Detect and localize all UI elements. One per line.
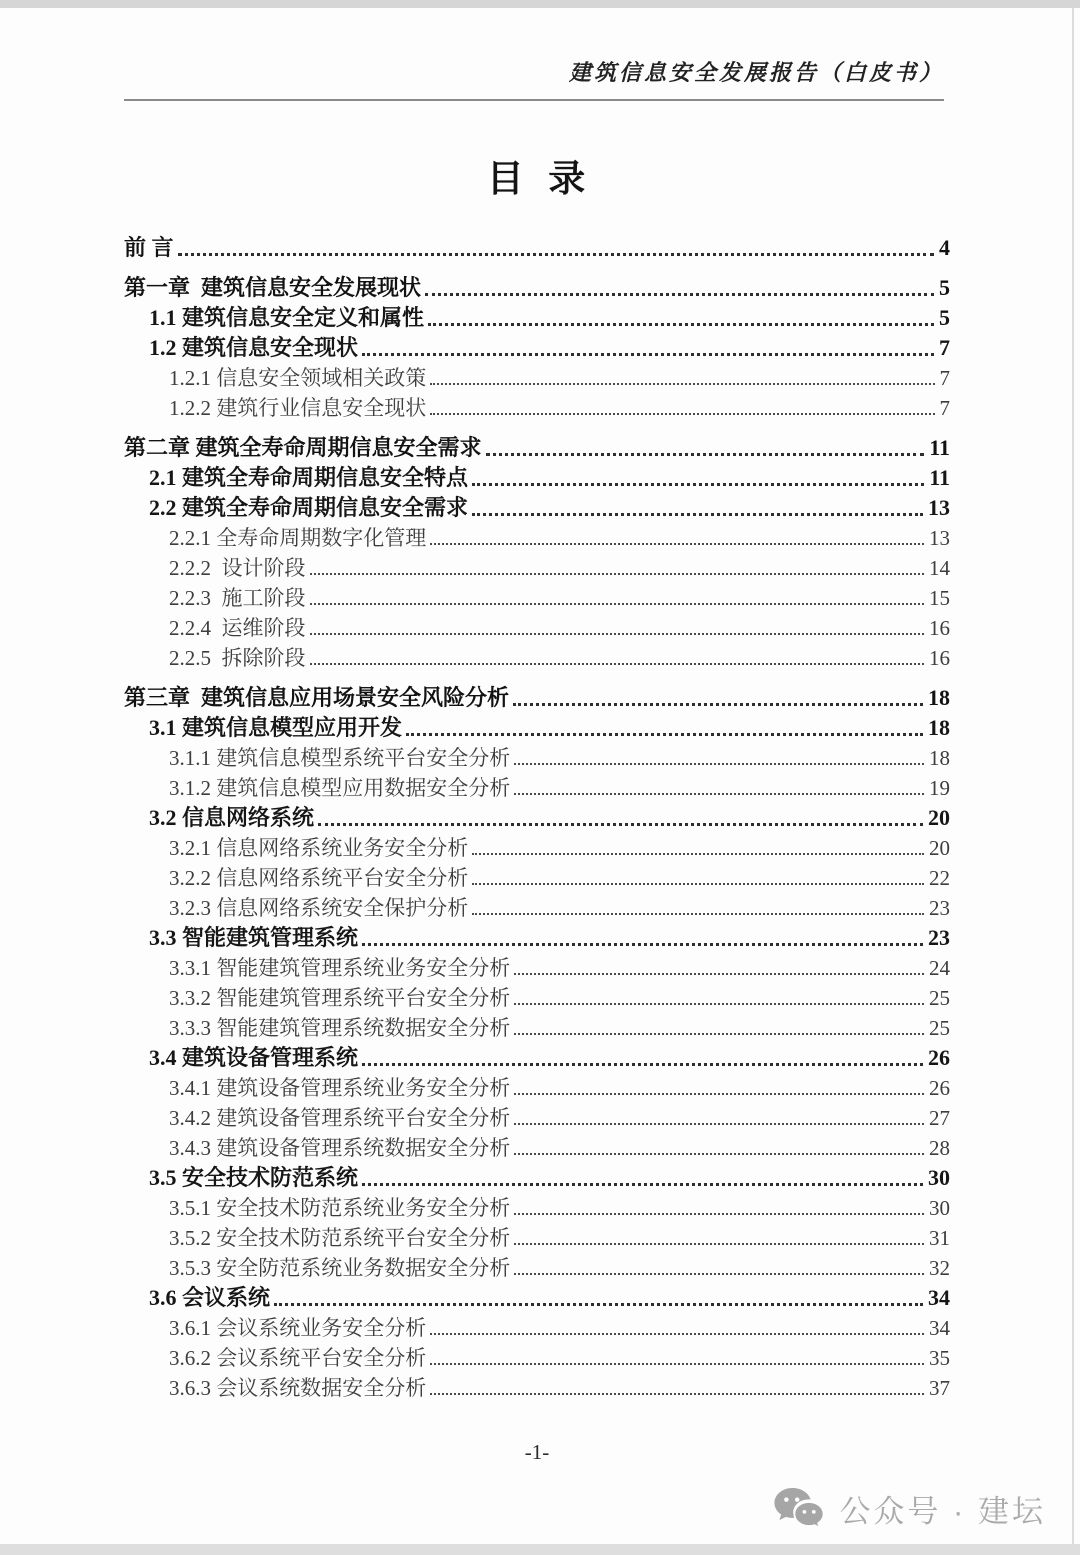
- dotted-leader: [514, 763, 924, 765]
- toc-entry-page: 31: [929, 1226, 950, 1250]
- toc-entry: [124, 983, 950, 1013]
- toc-entry: [124, 893, 950, 923]
- toc-entry-label: 3.4.1 建筑设备管理系统业务安全分析: [169, 1076, 511, 1100]
- toc-entry: [124, 1163, 950, 1193]
- dotted-leader: [406, 733, 923, 736]
- toc-entry-page: 7: [939, 335, 950, 360]
- toc-entry-label: 2.2.4 运维阶段: [169, 616, 306, 640]
- toc-entry-page: 30: [928, 1165, 950, 1190]
- toc-entry-page: 16: [929, 616, 950, 640]
- toc-entry-label: 3.4.2 建筑设备管理系统平台安全分析: [169, 1106, 511, 1130]
- dotted-leader: [428, 323, 934, 326]
- toc-entry: [124, 1313, 950, 1343]
- toc-entry-label: 3.6.3 会议系统数据安全分析: [169, 1376, 427, 1400]
- toc-entry-label: 3.6 会议系统: [149, 1285, 271, 1310]
- toc-entry: [124, 333, 950, 363]
- dotted-leader: [430, 413, 934, 415]
- toc-entry-label: 第一章 建筑信息安全发展现状: [124, 275, 422, 300]
- toc-entry-page: 25: [929, 986, 950, 1010]
- toc-entry: [124, 1253, 950, 1283]
- toc-entry-page: 27: [929, 1106, 950, 1130]
- dotted-leader: [362, 1063, 923, 1066]
- toc-entry-page: 25: [929, 1016, 950, 1040]
- toc-entry: [124, 923, 950, 953]
- toc-entry-page: 4: [939, 235, 950, 260]
- toc-entry-label: 1.2.1 信息安全领域相关政策: [169, 366, 427, 390]
- toc-entry-page: 20: [928, 805, 950, 830]
- toc-entry: [124, 493, 950, 523]
- dotted-leader: [514, 1093, 924, 1095]
- toc-entry: [124, 743, 950, 773]
- toc-entry: [124, 953, 950, 983]
- toc-entry-page: 5: [939, 275, 950, 300]
- running-header: 建筑信息安全发展报告（白皮书）: [568, 60, 944, 85]
- page-bottom-edge: [0, 1544, 1080, 1555]
- dotted-leader: [472, 513, 923, 516]
- page-title: 目 录: [486, 159, 588, 200]
- toc-entry: [124, 393, 950, 423]
- toc-entry-label: 第三章 建筑信息应用场景安全风险分析: [124, 685, 510, 710]
- toc-entry-page: 5: [939, 305, 950, 330]
- dotted-leader: [362, 1183, 923, 1186]
- dotted-leader: [514, 1243, 924, 1245]
- toc-entry-label: 2.1 建筑全寿命周期信息安全特点: [149, 465, 469, 490]
- page-top-edge: [0, 0, 1080, 8]
- toc-entry-label: 3.1.1 建筑信息模型系统平台安全分析: [169, 746, 511, 770]
- dotted-leader: [514, 793, 924, 795]
- toc-entry-page: 7: [939, 366, 950, 390]
- toc-entry-label: 3.1 建筑信息模型应用开发: [149, 715, 403, 740]
- toc-entry: [124, 1073, 950, 1103]
- toc-entry-page: 11: [929, 465, 950, 490]
- toc-entry-page: 18: [928, 715, 950, 740]
- toc-entry: [124, 1133, 950, 1163]
- toc-entry-label: 3.3.1 智能建筑管理系统业务安全分析: [169, 956, 511, 980]
- toc-list: [124, 233, 950, 1403]
- toc-entry: [124, 303, 950, 333]
- toc-entry: [124, 1193, 950, 1223]
- toc-entry-label: 3.4.3 建筑设备管理系统数据安全分析: [169, 1136, 511, 1160]
- dotted-leader: [472, 483, 924, 486]
- dotted-leader: [486, 453, 925, 456]
- toc-entry: [124, 273, 950, 303]
- toc-entry-label: 2.2.3 施工阶段: [169, 586, 306, 610]
- dotted-leader: [514, 1123, 924, 1125]
- toc-entry: [124, 833, 950, 863]
- toc-entry-label: 2.2 建筑全寿命周期信息安全需求: [149, 495, 469, 520]
- toc-entry-page: 35: [929, 1346, 950, 1370]
- dotted-leader: [274, 1303, 923, 1306]
- toc-entry-page: 7: [939, 396, 950, 420]
- dotted-leader: [310, 633, 925, 635]
- toc-entry-label: 3.1.2 建筑信息模型应用数据安全分析: [169, 776, 511, 800]
- toc-entry-page: 22: [929, 866, 950, 890]
- toc-entry-label: 3.5.3 安全防范系统业务数据安全分析: [169, 1256, 511, 1280]
- toc-entry-page: 28: [929, 1136, 950, 1160]
- toc-entry-label: 3.3 智能建筑管理系统: [149, 925, 359, 950]
- toc-entry-label: 2.2.2 设计阶段: [169, 556, 306, 580]
- dotted-leader: [430, 1363, 924, 1365]
- toc-entry: [124, 613, 950, 643]
- toc-entry: [124, 773, 950, 803]
- toc-entry: [124, 863, 950, 893]
- header-rule: [124, 99, 944, 101]
- dotted-leader: [430, 1393, 924, 1395]
- dotted-leader: [514, 1213, 924, 1215]
- toc-entry-label: 2.2.5 拆除阶段: [169, 646, 306, 670]
- dotted-leader: [425, 293, 934, 296]
- dotted-leader: [310, 603, 925, 605]
- dotted-leader: [178, 253, 934, 256]
- toc-entry-label: 3.2.2 信息网络系统平台安全分析: [169, 866, 469, 890]
- dotted-leader: [472, 883, 924, 885]
- toc-entry: [124, 713, 950, 743]
- toc-entry-page: 13: [929, 526, 950, 550]
- toc-entry-page: 24: [929, 956, 950, 980]
- dotted-leader: [430, 543, 924, 545]
- dotted-leader: [362, 943, 923, 946]
- toc-entry-page: 34: [929, 1316, 950, 1340]
- toc-entry-label: 3.6.2 会议系统平台安全分析: [169, 1346, 427, 1370]
- toc-entry-label: 3.5.2 安全技术防范系统平台安全分析: [169, 1226, 511, 1250]
- toc-entry-page: 19: [929, 776, 950, 800]
- toc-entry-label: 3.5 安全技术防范系统: [149, 1165, 359, 1190]
- toc-entry-page: 26: [928, 1045, 950, 1070]
- toc-entry-page: 13: [928, 495, 950, 520]
- toc-entry-page: 14: [929, 556, 950, 580]
- toc-entry: [124, 803, 950, 833]
- toc-entry: [124, 1103, 950, 1133]
- toc-entry-page: 20: [929, 836, 950, 860]
- dotted-leader: [472, 853, 924, 855]
- toc-entry-page: 15: [929, 586, 950, 610]
- toc-entry: [124, 1223, 950, 1253]
- watermark-text: 公众号 · 建坛: [839, 1494, 1046, 1529]
- toc-entry-page: 18: [928, 685, 950, 710]
- toc-entry-page: 37: [929, 1376, 950, 1400]
- watermark: [773, 1486, 1046, 1531]
- toc-entry-page: 32: [929, 1256, 950, 1280]
- toc-entry-label: 3.2.1 信息网络系统业务安全分析: [169, 836, 469, 860]
- toc-entry: [124, 523, 950, 553]
- page-number: -1-: [524, 1440, 550, 1464]
- toc-entry: [124, 553, 950, 583]
- dotted-leader: [514, 1153, 924, 1155]
- dotted-leader: [310, 663, 925, 665]
- toc-entry-page: 23: [928, 925, 950, 950]
- toc-entry-label: 1.2.2 建筑行业信息安全现状: [169, 396, 427, 420]
- toc-entry: [124, 1013, 950, 1043]
- toc-entry-label: 3.2 信息网络系统: [149, 805, 315, 830]
- dotted-leader: [318, 823, 923, 826]
- toc-entry-label: 1.2 建筑信息安全现状: [149, 335, 359, 360]
- toc-entry: [124, 643, 950, 673]
- page-right-edge: [1072, 8, 1074, 1544]
- dotted-leader: [430, 1333, 924, 1335]
- toc-entry-label: 第二章 建筑全寿命周期信息安全需求: [124, 435, 482, 460]
- toc-entry-label: 3.3.2 智能建筑管理系统平台安全分析: [169, 986, 511, 1010]
- toc-entry-label: 3.3.3 智能建筑管理系统数据安全分析: [169, 1016, 511, 1040]
- toc-entry: [124, 463, 950, 493]
- dotted-leader: [514, 973, 924, 975]
- toc-entry: [124, 683, 950, 713]
- dotted-leader: [362, 353, 934, 356]
- toc-entry: [124, 363, 950, 393]
- toc-entry-label: 3.5.1 安全技术防范系统业务安全分析: [169, 1196, 511, 1220]
- toc-entry-page: 11: [929, 435, 950, 460]
- toc-entry-page: 16: [929, 646, 950, 670]
- toc-entry: [124, 433, 950, 463]
- toc-entry-label: 前 言: [124, 235, 174, 260]
- toc-entry-page: 18: [929, 746, 950, 770]
- toc-entry-label: 3.4 建筑设备管理系统: [149, 1045, 359, 1070]
- toc-entry-page: 30: [929, 1196, 950, 1220]
- toc-entry-label: 2.2.1 全寿命周期数字化管理: [169, 526, 427, 550]
- toc-entry: [124, 1043, 950, 1073]
- toc-entry: [124, 233, 950, 263]
- toc-entry: [124, 1343, 950, 1373]
- dotted-leader: [310, 573, 925, 575]
- dotted-leader: [514, 1273, 924, 1275]
- dotted-leader: [514, 1003, 924, 1005]
- toc-entry-page: 34: [928, 1285, 950, 1310]
- toc-entry-page: 26: [929, 1076, 950, 1100]
- toc-entry: [124, 583, 950, 613]
- toc-entry-label: 1.1 建筑信息安全定义和属性: [149, 305, 425, 330]
- toc-entry: [124, 1373, 950, 1403]
- dotted-leader: [472, 913, 924, 915]
- toc-entry-label: 3.2.3 信息网络系统安全保护分析: [169, 896, 469, 920]
- dotted-leader: [514, 1033, 924, 1035]
- dotted-leader: [513, 703, 923, 706]
- dotted-leader: [430, 383, 934, 385]
- toc-entry: [124, 1283, 950, 1313]
- toc-entry-label: 3.6.1 会议系统业务安全分析: [169, 1316, 427, 1340]
- toc-entry-page: 23: [929, 896, 950, 920]
- wechat-icon: [773, 1487, 825, 1531]
